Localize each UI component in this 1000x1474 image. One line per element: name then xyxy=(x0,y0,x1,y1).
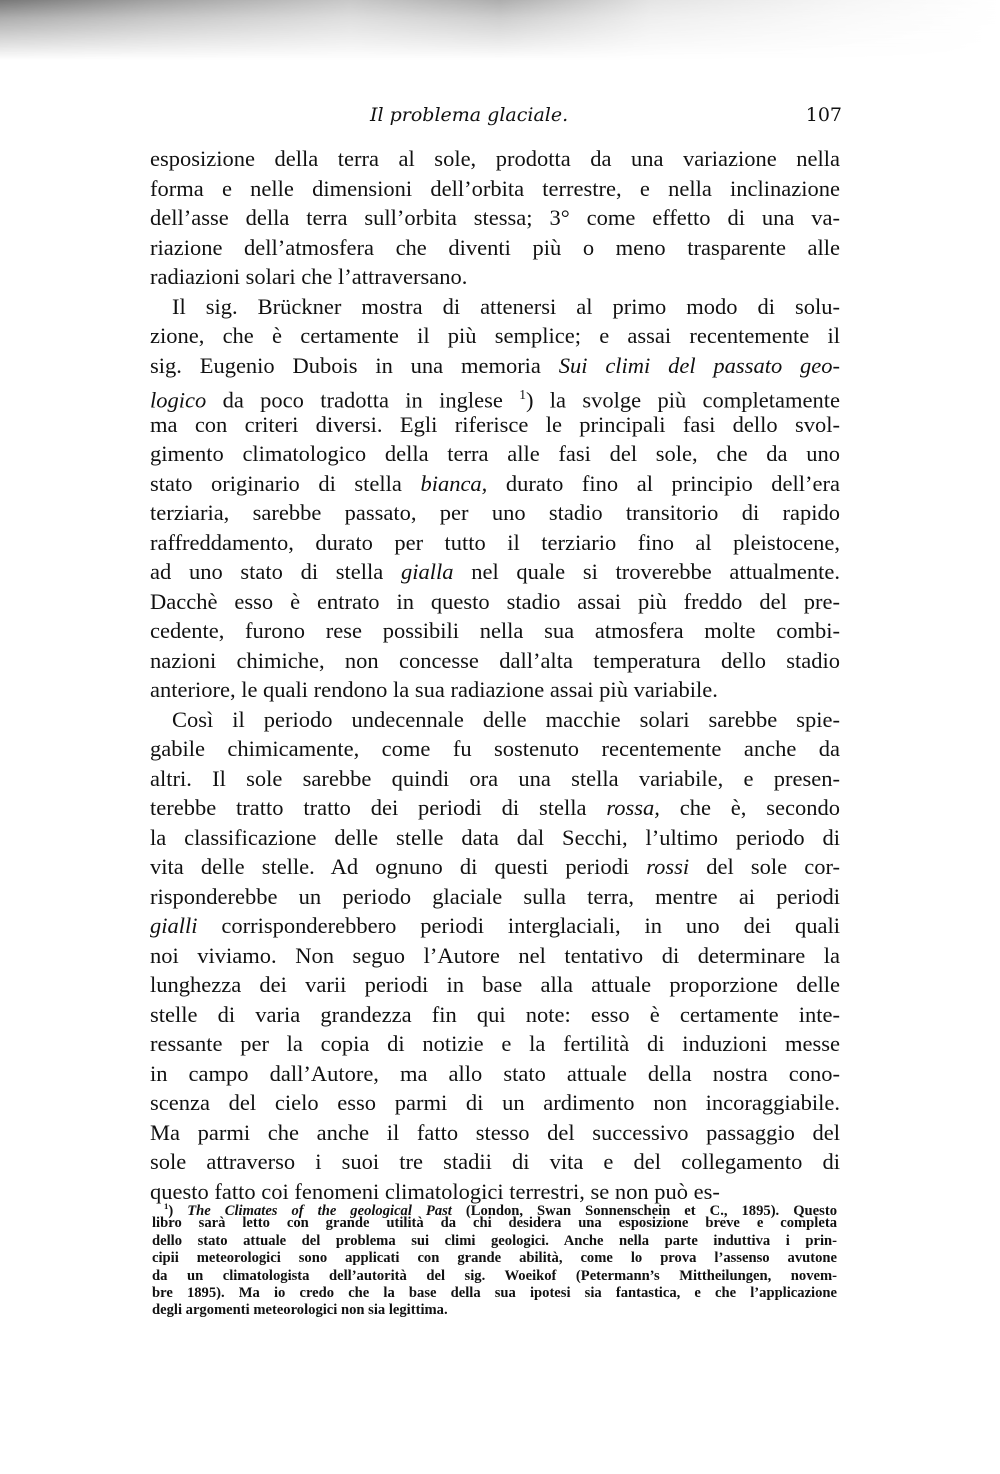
text-run: ) la svolge più completamente xyxy=(525,387,840,413)
scan-edge-noise xyxy=(0,0,1000,60)
text-run: anteriore, le quali rendono la sua radiazione assai più variabile. xyxy=(150,677,718,702)
body-line xyxy=(150,587,840,617)
footnote-line xyxy=(152,1233,837,1250)
text-run: degli argomenti meteorologici non sia legittima. xyxy=(152,1302,448,1319)
text-run: ressante per la copia di notizie e la fertilità di induzioni messe xyxy=(150,1031,840,1056)
text-run: sig. Eugenio Dubois in una memoria xyxy=(150,352,559,378)
body-line xyxy=(150,705,840,735)
text-run: altri. Il sole sarebbe quindi ora una stella variabile, e presen- xyxy=(150,765,840,791)
body-line xyxy=(150,498,840,528)
footnote-line xyxy=(152,1285,837,1302)
body-line xyxy=(150,203,840,233)
body-line xyxy=(150,1029,840,1059)
footnote-marker: 1 xyxy=(519,387,526,402)
text-run: stato originario di stella xyxy=(150,470,421,496)
text-run: scenza del cielo esso parmi di un ardimento non incoraggiabile. xyxy=(150,1090,840,1115)
body-line xyxy=(150,1088,840,1118)
text-run: ad uno stato di stella xyxy=(150,559,401,584)
text-run: sole attraverso i suoi tre stadii di vita e del collegamento di xyxy=(150,1149,840,1174)
text-run: cipii meteorologici sono applicati con grande abilità, come lo prova l’assenso avutone xyxy=(152,1250,837,1267)
text-run: lunghezza dei varii periodi in base alla attuale proporzione delle xyxy=(150,972,840,997)
text-run: raffreddamento, durato per tutto il terziario fino al pleistocene, xyxy=(150,529,840,555)
body-line xyxy=(150,144,840,174)
body-line xyxy=(150,1059,840,1089)
text-run: in campo dall’Autore, ma allo stato attuale della nostra cono- xyxy=(150,1060,840,1086)
footnote-line xyxy=(152,1268,837,1285)
page-header xyxy=(150,104,842,132)
text-run: ma con criteri diversi. Egli riferisce le principali fasi dello svol- xyxy=(150,411,840,437)
body-line xyxy=(150,469,840,499)
footnote-marker: 1 xyxy=(164,1201,169,1211)
text-run: durato fino al principio dell’era xyxy=(487,470,840,496)
body-line xyxy=(150,764,840,794)
italic-run: bianca, xyxy=(420,470,488,496)
text-run: bre 1895). Ma io credo che la base della sua ipotesi sia fantastica, e che l’applicazione xyxy=(152,1284,837,1301)
text-run: nel quale si troverebbe attualmente. xyxy=(453,559,841,584)
body-line xyxy=(150,616,840,646)
text-run: cedente, furono rese possibili nella sua atmosfera molte combi- xyxy=(150,618,840,643)
body-line xyxy=(150,380,840,413)
body-line xyxy=(150,233,840,263)
running-title: Il problema glaciale. xyxy=(370,104,569,126)
body-line xyxy=(150,882,840,912)
italic-run: gialla xyxy=(400,559,454,584)
italic-run: logico xyxy=(150,387,207,413)
body-line xyxy=(150,675,840,705)
text-run: (London, Swan Sonnenschein et C., 1895). Questo xyxy=(451,1202,837,1219)
italic-run: gialli xyxy=(150,913,198,938)
footnote-line xyxy=(152,1302,837,1319)
body-line xyxy=(150,941,840,971)
text-run: vita delle stelle. Ad ognuno di questi periodi xyxy=(150,854,647,879)
body-line xyxy=(150,351,840,381)
text-run: noi viviamo. Non seguo l’Autore nel tentativo di determinare la xyxy=(150,942,840,968)
text-run: nazioni chimiche, non concesse dall’alta temperatura dello stadio xyxy=(150,647,840,673)
body-line xyxy=(150,528,840,558)
body-line xyxy=(150,911,840,941)
body-line xyxy=(150,1000,840,1030)
text-run: ) xyxy=(168,1202,188,1219)
body-line xyxy=(150,557,840,587)
text-run: corrisponderebbero periodi interglaciali, in uno dei quali xyxy=(197,913,840,938)
body-line xyxy=(150,292,840,322)
text-run: del sole cor- xyxy=(689,854,840,879)
text-run: gimento climatologico della terra alle fasi del sole, che da uno xyxy=(150,441,840,466)
text-run: riazione dell’atmosfera che diventi più o meno trasparente alle xyxy=(150,234,840,260)
text-run: da poco tradotta in inglese xyxy=(206,387,520,413)
page-number: 107 xyxy=(805,104,842,126)
text-run: da un climatologista dell’autorità del sig. Woeikof (Petermann’s Mittheilungen, novem- xyxy=(152,1267,837,1284)
text-run: la classificazione delle stelle data dal Secchi, l’ultimo periodo di xyxy=(150,824,840,850)
body-text xyxy=(150,144,840,1206)
text-run: dello stato attuale del problema sui climi geologici. Anche nella parte induttiva i prin- xyxy=(152,1232,837,1249)
italic-run: Sui climi del passato geo- xyxy=(558,352,840,378)
text-run: gabile chimicamente, come fu sostenuto recentemente anche da xyxy=(150,736,840,761)
italic-run: rossi xyxy=(646,854,690,879)
footnote-line xyxy=(152,1250,837,1267)
footnote-line xyxy=(152,1198,837,1219)
text-run: terziaria, sarebbe passato, per uno stadio transitorio di rapido xyxy=(150,500,840,525)
text-run: radiazioni solari che l’attraversano. xyxy=(150,264,468,289)
text-run: esposizione della terra al sole, prodotta da una variazione nella xyxy=(150,146,840,171)
body-line xyxy=(150,439,840,469)
text-run: libro sarà letto con grande utilità da chi desidera una esposizione breve e completa xyxy=(152,1215,837,1232)
footnotes xyxy=(152,1198,837,1320)
italic-run: rossa, xyxy=(606,795,660,820)
text-run: Ma parmi che anche il fatto stesso del successivo passaggio del xyxy=(150,1119,840,1145)
text-run: risponderebbe un periodo glaciale sulla terra, mentre ai periodi xyxy=(150,883,840,909)
body-line xyxy=(150,970,840,1000)
body-line xyxy=(150,1147,840,1177)
text-run: dell’asse della terra sull’orbita stessa; 3° come effetto di una va- xyxy=(150,205,840,230)
body-line xyxy=(150,174,840,204)
body-line xyxy=(150,262,840,292)
body-line xyxy=(150,1118,840,1148)
body-line xyxy=(150,852,840,882)
body-line xyxy=(150,793,840,823)
text-run: terebbe tratto tratto dei periodi di stella xyxy=(150,795,607,820)
body-line xyxy=(150,734,840,764)
footnote-line xyxy=(152,1215,837,1232)
text-run: zione, che è certamente il più semplice; e assai recentemente il xyxy=(150,323,840,348)
text-run: che è, secondo xyxy=(659,795,840,820)
text-run: questo fatto coi fenomeni climatologici terrestri, se non può es- xyxy=(150,1178,720,1204)
text-run: Dacchè esso è entrato in questo stadio assai più freddo del pre- xyxy=(150,588,840,614)
body-line xyxy=(150,321,840,351)
text-run: Così il periodo undecennale delle macchie solari sarebbe spie- xyxy=(172,706,840,732)
text-run: Il sig. Brückner mostra di attenersi al primo modo di solu- xyxy=(172,293,840,319)
italic-run: The Climates of the geological Past xyxy=(187,1202,452,1219)
body-line xyxy=(150,646,840,676)
text-run: forma e nelle dimensioni dell’orbita terrestre, e nella inclinazione xyxy=(150,175,840,201)
body-line xyxy=(150,823,840,853)
body-line xyxy=(150,410,840,440)
text-run: stelle di varia grandezza fin qui note: esso è certamente inte- xyxy=(150,1001,840,1027)
